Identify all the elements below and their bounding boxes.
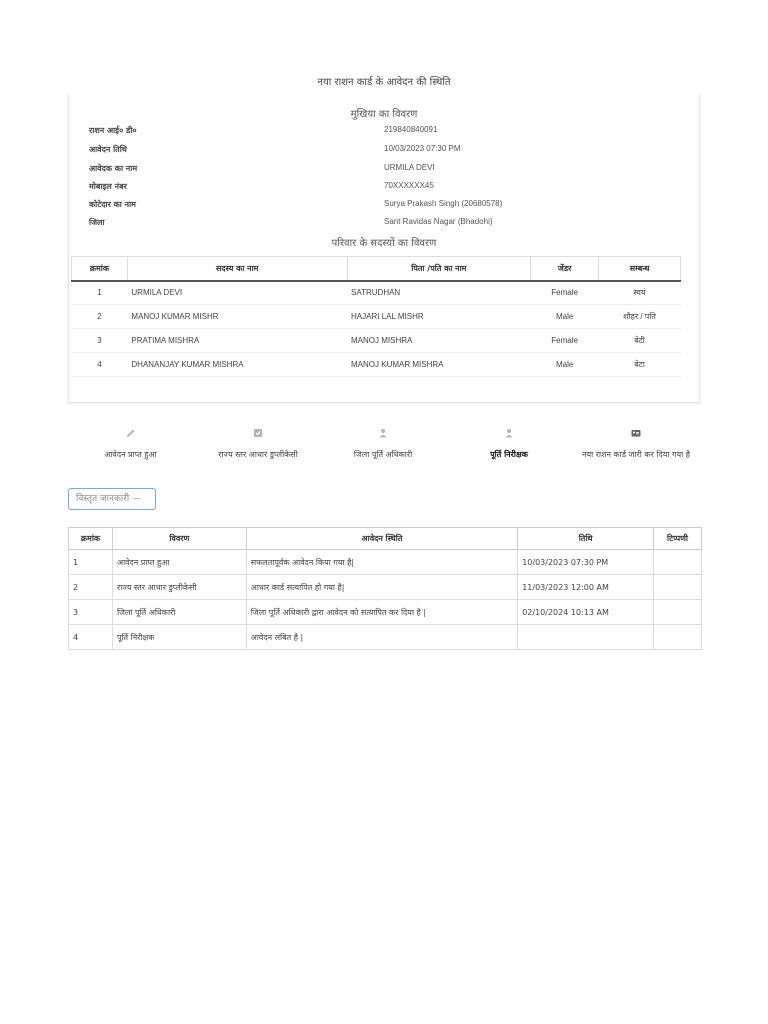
step-aadhaar-duplicacy (196, 428, 320, 460)
table-cell: SATRUDHAN (347, 281, 531, 305)
table-cell: राज्य स्तर आधार डुप्लीकेसी (112, 575, 246, 600)
step-label: पूर्ति निरीक्षक (490, 450, 528, 459)
detail-info-toggle-button[interactable]: विस्तृत जानकारी — (68, 488, 156, 510)
table-row (69, 625, 702, 650)
step-label: राज्य स्तर आधार डुप्लीकेसी (218, 450, 298, 459)
table-cell: आवेदन लंबित है | (246, 625, 518, 650)
table-cell: 11/03/2023 12:00 AM (518, 575, 654, 600)
table-cell: Male (531, 353, 599, 377)
table-cell: MANOJ KUMAR MISHRA (347, 353, 531, 377)
table-cell: 3 (72, 329, 128, 353)
info-row-applicant-name (89, 163, 689, 177)
table-cell: Female (531, 281, 599, 305)
table-cell: सफलतापूर्वक आवेदन किया गया है| (246, 550, 518, 575)
step-district-officer (330, 428, 436, 460)
info-value: Surya Prakash Singh (20680578) (384, 199, 503, 208)
table-cell: Male (531, 305, 599, 329)
application-card (68, 94, 700, 403)
table-cell: URMILA DEVI (127, 281, 347, 305)
table-cell: 4 (72, 353, 128, 377)
members-table (71, 256, 681, 377)
status-table (68, 527, 702, 650)
table-cell: 2 (69, 575, 113, 600)
pencil-icon (126, 428, 136, 438)
table-cell: 1 (72, 281, 128, 305)
progress-steps (68, 428, 704, 478)
table-row (72, 305, 681, 329)
id-card-icon (631, 428, 641, 438)
table-cell: HAJARI LAL MISHR (347, 305, 531, 329)
info-value: 10/03/2023 07:30 PM (384, 144, 461, 153)
table-cell: DHANANJAY KUMAR MISHRA (127, 353, 347, 377)
table-cell (518, 625, 654, 650)
column-header: क्रमांक (69, 528, 113, 550)
table-row (69, 575, 702, 600)
info-row-district (89, 217, 689, 231)
table-cell: 1 (69, 550, 113, 575)
step-label: जिला पूर्ति अधिकारी (353, 450, 413, 459)
table-row (72, 281, 681, 305)
column-header: तिथि (518, 528, 654, 550)
info-label: कोटेदार का नाम (89, 200, 136, 209)
info-label: मोबाइल नंबर (89, 182, 127, 191)
checkbox-icon (253, 428, 263, 438)
table-cell (654, 550, 702, 575)
info-label: आवेदन तिथि (89, 145, 127, 154)
step-label: नया राशन कार्ड जारी कर दिया गया है (582, 450, 690, 459)
column-header: विवरण (112, 528, 246, 550)
table-cell: 3 (69, 600, 113, 625)
info-row-dealer (89, 199, 689, 213)
table-cell: 02/10/2024 10:13 AM (518, 600, 654, 625)
person-icon (504, 428, 514, 438)
info-label: राशन आई० डी० (89, 126, 137, 135)
info-label: आवेदक का नाम (89, 164, 138, 173)
column-header: क्रमांक (72, 257, 128, 281)
table-cell: पूर्ति निरीक्षक (112, 625, 246, 650)
table-row (72, 353, 681, 377)
page-title: नया राशन कार्ड के आवेदन की स्थिति (317, 77, 451, 88)
table-cell: MANOJ MISHRA (347, 329, 531, 353)
column-header: आवेदन स्थिति (246, 528, 518, 550)
info-value: Sant Ravidas Nagar (Bhadohi) (384, 217, 493, 226)
table-cell (654, 625, 702, 650)
info-value: 70XXXXXX45 (384, 181, 434, 190)
table-cell: शौहर / पति (599, 305, 681, 329)
table-cell: बेटा (599, 353, 681, 377)
info-label: जिला (89, 218, 105, 227)
info-value: URMILA DEVI (384, 163, 435, 172)
table-header-row (72, 257, 681, 281)
table-cell: Female (531, 329, 599, 353)
table-cell: स्वयं (599, 281, 681, 305)
table-row (72, 329, 681, 353)
table-cell: 2 (72, 305, 128, 329)
info-value: 219840840091 (384, 125, 438, 134)
table-cell: 10/03/2023 07:30 PM (518, 550, 654, 575)
step-label: आवेदन प्राप्त हुआ (104, 450, 157, 459)
step-application-received (78, 428, 183, 460)
table-header-row (69, 528, 702, 550)
head-section-title: मुखिया का विवरण (350, 109, 418, 120)
column-header: टिप्पणी (654, 528, 702, 550)
table-cell: MANOJ KUMAR MISHR (127, 305, 347, 329)
table-cell: आवेदन प्राप्त हुआ (112, 550, 246, 575)
column-header: जेंडर (531, 257, 599, 281)
step-card-issued (570, 428, 702, 460)
info-row-mobile (89, 181, 689, 195)
column-header: पिता /पति का नाम (347, 257, 531, 281)
table-cell: जिला पूर्ति अधिकारी द्वारा आवेदन को सत्यापित कर दिया है | (246, 600, 518, 625)
table-row (69, 600, 702, 625)
table-cell: बेटी (599, 329, 681, 353)
info-row-ration-id (89, 125, 689, 139)
table-cell: आधार कार्ड सत्यापित हो गया है| (246, 575, 518, 600)
table-cell: जिला पूर्ति अधिकारी (112, 600, 246, 625)
column-header: सदस्य का नाम (127, 257, 347, 281)
table-cell: 4 (69, 625, 113, 650)
table-cell (654, 575, 702, 600)
column-header: सम्बन्ध (599, 257, 681, 281)
person-icon (378, 428, 388, 438)
members-section-title: परिवार के सदस्यों का विवरण (331, 238, 437, 249)
table-cell (654, 600, 702, 625)
table-row (69, 550, 702, 575)
info-row-application-date (89, 144, 689, 158)
step-supply-inspector (464, 428, 554, 460)
table-cell: PRATIMA MISHRA (127, 329, 347, 353)
